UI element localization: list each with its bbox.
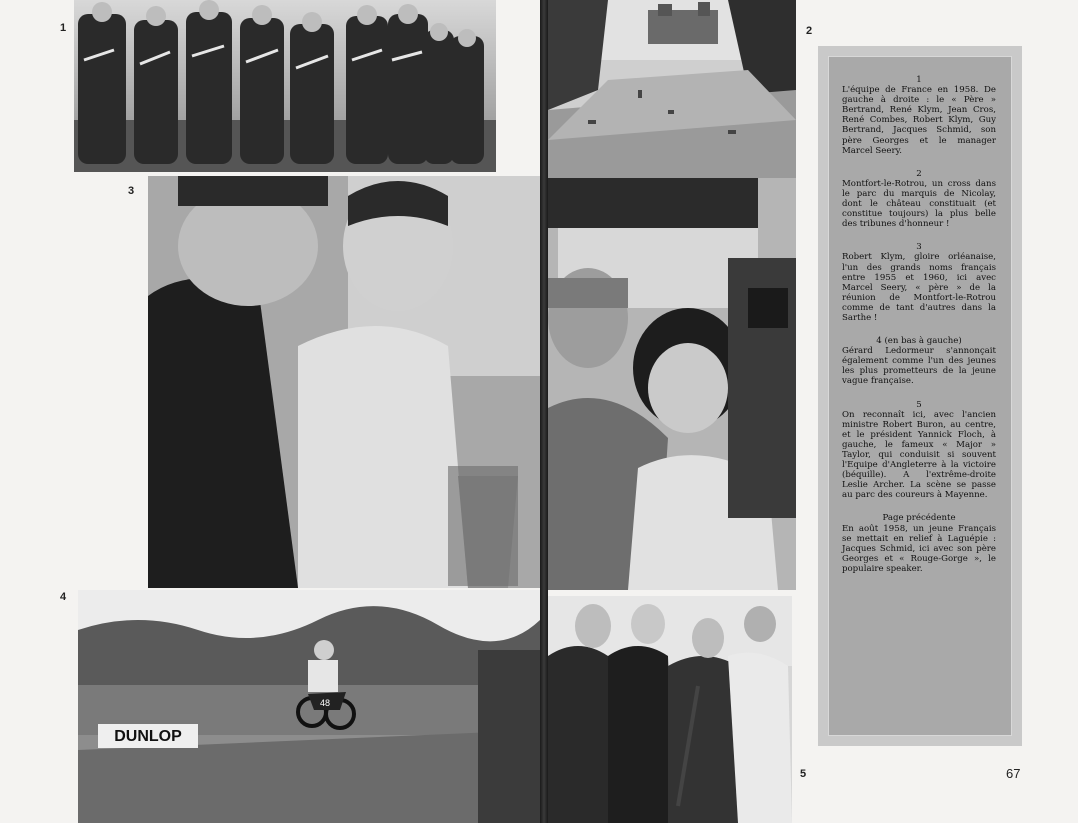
page-number: 67 (1006, 766, 1021, 781)
figure-number-5: 5 (800, 768, 807, 780)
caption-1-number: 1 (916, 75, 922, 85)
caption-text (842, 75, 996, 587)
page-gutter (540, 0, 548, 823)
caption-2-number: 2 (916, 168, 922, 179)
figure-number-3: 3 (128, 185, 135, 197)
photo-chateau-cross (548, 0, 796, 178)
caption-panel (828, 56, 1012, 736)
caption-box (818, 46, 1022, 746)
caption-1-text: L'équipe de France en 1958. De gauche à droite : le « Père » Bertrand, René Klym, Jean Cros, René Combes, Robert Klym, Guy Bertrand, Jacques Schmid, son père Georges et le manager Marcel Seery. (842, 85, 996, 156)
photo-motocross-jump (78, 590, 540, 823)
photo-paddock-group (548, 596, 792, 823)
photo-klym-seery (148, 176, 540, 588)
previous-page-heading: Page précédente (882, 513, 956, 524)
photo-team-lineup (74, 0, 496, 172)
dunlop-banner-text: DUNLOP (114, 728, 182, 745)
race-number: 48 (320, 698, 331, 708)
caption-2-text: Montfort-le-Rotrou, un cross dans le parc du marquis de Nicolay, dont le château constituait (et constitue toujours) la plus belle des tribunes d'honneur ! (842, 178, 996, 230)
caption-4-text: Gérard Ledormeur s'annonçait également comme l'un des jeunes les plus prometteurs de la jeune vague française. (842, 346, 996, 387)
caption-5-text: On reconnaît ici, avec l'ancien ministre Robert Buron, au centre, et le président Yannick Floch, à gauche, le fameux « Major » Taylor, qui conduisit si souvent l'Equipe d'Angleterre à la victoire (béquille). A l'extrême-droite Leslie Archer. La scène se passe au parc des coureurs à Mayenne. (842, 409, 996, 501)
caption-5-number: 5 (916, 399, 922, 410)
caption-4-number: 4 (en bas à gauche) (876, 336, 962, 347)
caption-3-number: 3 (916, 242, 922, 253)
photo-bouquet-fans (548, 178, 796, 590)
figure-number-1: 1 (60, 22, 67, 34)
figure-number-4: 4 (60, 591, 67, 603)
previous-page-text: En août 1958, un jeune Français se mettait en relief à Laguépie : Jacques Schmid, ici avec son père Georges et « Rouge-Gorge », le populaire speaker. (842, 523, 996, 574)
caption-3-text: Robert Klym, gloire orléanaise, l'un des grands noms français entre 1955 et 1960, ici avec Marcel Seery, « père » de la réunion de Montfort-le-Rotrou comme de tant d'autres dans la Sarthe ! (842, 252, 996, 323)
figure-number-2: 2 (806, 25, 813, 37)
